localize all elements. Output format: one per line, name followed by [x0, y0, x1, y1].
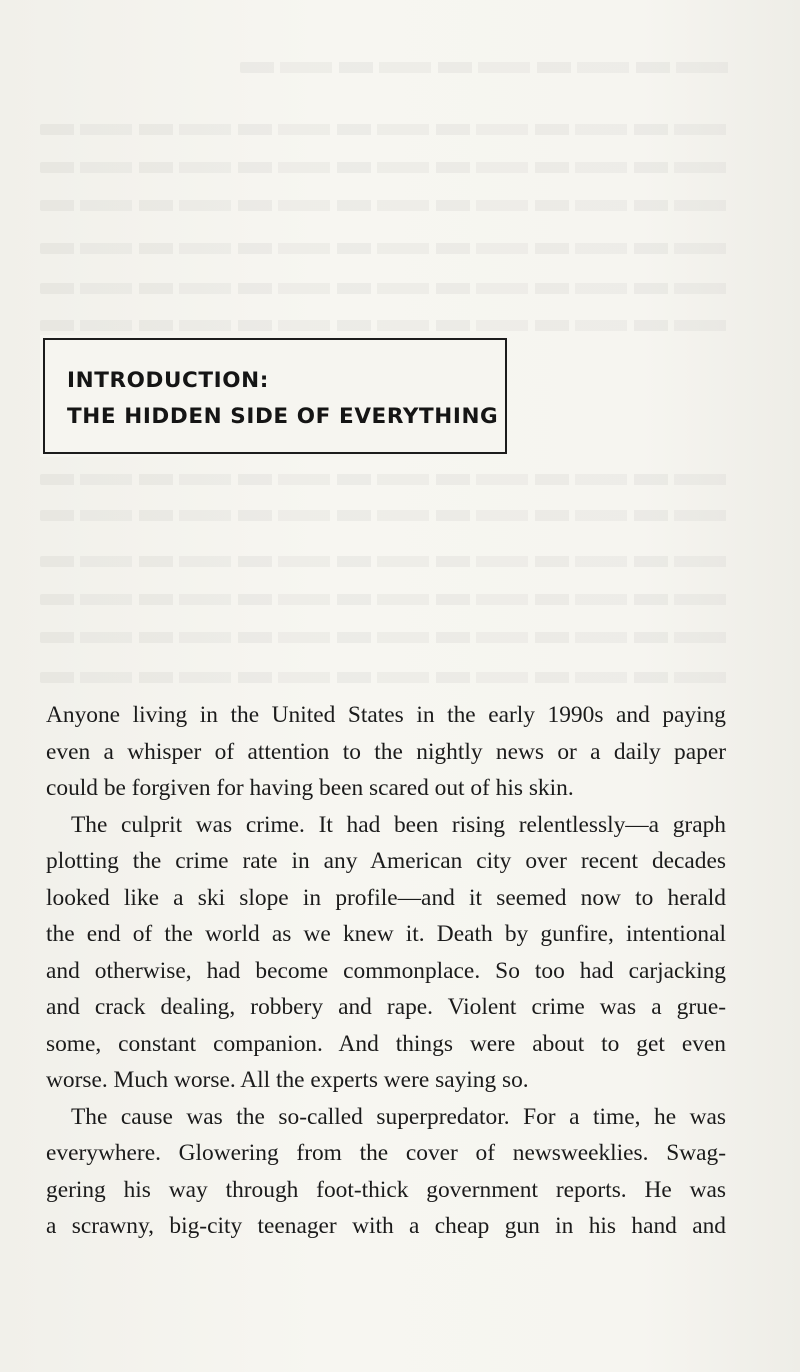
- chapter-heading-box: [43, 338, 507, 454]
- text-line: some, constant companion. And things were about to get even: [46, 1030, 726, 1057]
- paragraph: [46, 697, 726, 807]
- show-through-line: [40, 510, 730, 521]
- text-line: even a whisper of attention to the nightly news or a daily paper: [46, 738, 726, 765]
- paragraph: [46, 807, 726, 1099]
- text-line: Anyone living in the United States in the early 1990s and paying: [46, 702, 726, 728]
- chapter-title: THE HIDDEN SIDE OF EVERYTHING: [67, 404, 499, 429]
- show-through-line: [40, 594, 730, 605]
- show-through-line: [240, 62, 730, 73]
- text-line: the end of the world as we knew it. Death by gunfire, intentional: [46, 921, 726, 947]
- paragraph: [46, 1099, 726, 1245]
- chapter-label: INTRODUCTION:: [67, 368, 269, 393]
- text-line: could be forgiven for having been scared out of his skin.: [46, 775, 574, 801]
- text-line: The cause was the so-called superpredator. For a time, he was: [71, 1103, 726, 1130]
- show-through-line: [40, 632, 730, 643]
- text-line: plotting the crime rate in any American city over recent decades: [46, 848, 726, 874]
- show-through-line: [40, 124, 730, 135]
- text-line: everywhere. Glowering from the cover of newsweeklies. Swag-: [46, 1140, 726, 1166]
- show-through-line: [40, 672, 730, 683]
- show-through-line: [40, 283, 730, 294]
- body-text: [46, 697, 726, 1245]
- text-line: gering his way through foot-thick government reports. He was: [46, 1176, 726, 1203]
- text-line: and crack dealing, robbery and rape. Violent crime was a grue-: [46, 994, 726, 1020]
- show-through-line: [40, 320, 730, 331]
- text-line: The culprit was crime. It had been rising relentlessly—a graph: [71, 811, 726, 838]
- show-through-line: [40, 243, 730, 254]
- show-through-line: [40, 556, 730, 567]
- show-through-line: [40, 200, 730, 211]
- text-line: worse. Much worse. All the experts were saying so.: [46, 1067, 529, 1093]
- text-line: and otherwise, had become commonplace. So too had carjacking: [46, 957, 726, 984]
- show-through-line: [40, 162, 730, 173]
- text-line: looked like a ski slope in profile—and it seemed now to herald: [46, 884, 726, 911]
- show-through-line: [40, 474, 730, 485]
- text-line: a scrawny, big-city teenager with a cheap gun in his hand and: [46, 1213, 726, 1239]
